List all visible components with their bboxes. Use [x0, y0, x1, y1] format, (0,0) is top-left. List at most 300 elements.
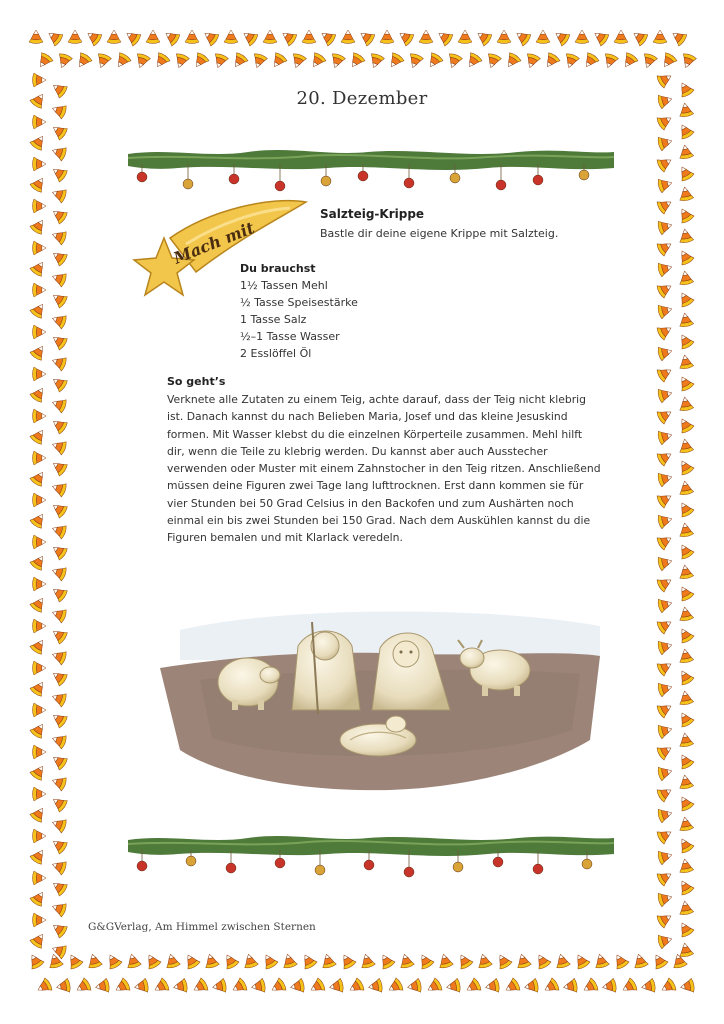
candy-corn-icon: [656, 700, 675, 719]
candy-corn-icon: [497, 30, 511, 44]
candy-corn-icon: [50, 438, 67, 456]
candy-corn-icon: [656, 910, 675, 929]
craft-subtitle: Bastle dir deine eigene Krippe mit Salzteig.: [320, 227, 559, 240]
candy-corn-icon: [49, 164, 68, 183]
candy-corn-icon: [65, 952, 84, 971]
candy-corn-icon: [26, 952, 45, 971]
candy-corn-icon: [676, 206, 695, 225]
candy-corn-icon: [50, 270, 67, 288]
candy-corn-icon: [50, 228, 67, 246]
candy-corn-icon: [113, 51, 132, 70]
candy-corn-icon: [289, 978, 305, 994]
candy-corn-icon: [406, 52, 424, 69]
candy-corn-icon: [657, 428, 674, 445]
candy-corn-icon: [33, 451, 47, 465]
candy-corn-icon: [49, 206, 68, 225]
candy-corn-icon: [357, 28, 376, 47]
candy-corn-icon: [657, 260, 674, 277]
candy-corn-icon: [224, 30, 238, 44]
candy-corn-icon: [678, 648, 694, 664]
candy-corn-icon: [230, 51, 249, 70]
candy-corn-icon: [656, 406, 675, 425]
ornament-ball-icon: [493, 857, 503, 867]
candy-corn-icon: [29, 804, 48, 823]
candy-corn-icon: [33, 325, 47, 339]
candy-corn-icon: [33, 283, 47, 297]
candy-corn-icon: [50, 564, 67, 582]
candy-corn-icon: [29, 468, 48, 487]
candy-corn-icon: [347, 51, 366, 70]
candy-corn-icon: [49, 878, 68, 897]
candy-corn-icon: [611, 952, 630, 971]
candy-corn-icon: [435, 28, 454, 47]
candy-corn-icon: [33, 829, 47, 843]
page-title: 20. Dezember: [296, 88, 428, 109]
candy-corn-icon: [201, 28, 220, 47]
candy-corn-icon: [678, 438, 694, 454]
instructions-text: Verknete alle Zutaten zu einem Teig, achte darauf, dass der Teig nicht klebrig ist. Danach kannst du nach Belieben Maria, Josef und das kleine Jesuskind formen. Mit Wasser klebst du die einzelnen Körperteile zusammen. Mehl hilft dir, wenn die Teile zu klebrig werden. Du kannst aber auch Ausstecher verwenden oder Muster mit einem Zahnstocher in den Teig ritzen. Anschließend müssen deine Figuren zwei Tage lang lufttrocknen. Erst dann kommen sie für vier Stunden bei 50 Grad Celsius in den Backofen und zum Aushärten noch einmal ein bis zwei Stunden bei 150 Grad. Nach dem Auskühlen kannst du die Figuren bemalen und mit Klarlack veredeln.: [167, 393, 601, 545]
candy-corn-icon: [125, 952, 142, 969]
candy-corn-icon: [656, 364, 675, 383]
candy-corn-icon: [341, 30, 355, 44]
candy-corn-icon: [575, 30, 589, 44]
nativity-figures-illustration: [160, 600, 620, 800]
candy-corn-icon: [657, 386, 674, 403]
candy-corn-icon: [318, 28, 337, 47]
candy-corn-icon: [552, 28, 571, 47]
candy-corn-icon: [49, 332, 68, 351]
candy-corn-icon: [678, 774, 694, 790]
candy-corn-icon: [425, 51, 444, 70]
candy-corn-icon: [676, 122, 695, 141]
candy-corn-icon: [678, 900, 694, 916]
candy-corn-icon: [572, 952, 591, 971]
candy-corn-icon: [50, 858, 67, 876]
candy-corn-icon: [49, 500, 68, 519]
candy-corn-icon: [386, 51, 405, 70]
candy-corn-icon: [33, 913, 47, 927]
candy-corn-icon: [640, 978, 656, 994]
candy-corn-icon: [29, 216, 48, 235]
candy-corn-icon: [50, 690, 67, 708]
garland-branch: [128, 836, 614, 856]
candy-corn-icon: [676, 332, 695, 351]
candy-corn-icon: [523, 978, 539, 994]
candy-corn-icon: [55, 52, 73, 69]
candy-corn-icon: [678, 564, 694, 580]
instructions-heading: So geht’s: [167, 375, 226, 388]
candy-corn-icon: [269, 51, 288, 70]
candy-corn-icon: [50, 732, 67, 750]
candy-corn-icon: [678, 312, 694, 328]
candy-corn-icon: [172, 978, 188, 994]
candy-corn-icon: [279, 28, 298, 47]
candy-corn-icon: [338, 952, 357, 971]
candy-corn-icon: [146, 30, 160, 44]
candy-corn-icon: [676, 500, 695, 519]
candy-corn-icon: [281, 952, 298, 969]
candy-corn-icon: [542, 51, 561, 70]
candy-corn-icon: [445, 978, 461, 994]
candy-corn-icon: [49, 668, 68, 687]
candy-corn-icon: [49, 458, 68, 477]
candy-corn-icon: [74, 977, 93, 996]
ornament-ball-icon: [358, 171, 368, 181]
candy-corn-icon: [68, 30, 82, 44]
ornament-ball-icon: [404, 178, 414, 188]
candy-corn-icon: [656, 658, 675, 677]
candy-corn-icon: [614, 30, 628, 44]
candy-corn-icon: [308, 977, 327, 996]
candy-corn-icon: [650, 952, 669, 971]
candy-corn-icon: [676, 416, 695, 435]
candy-corn-icon: [260, 952, 279, 971]
candy-corn-icon: [50, 354, 67, 372]
candy-corn-icon: [320, 952, 337, 969]
candy-corn-icon: [656, 826, 675, 845]
candy-corn-icon: [632, 952, 649, 969]
candy-corn-icon: [676, 542, 695, 561]
candy-corn-icon: [49, 374, 68, 393]
candy-corn-icon: [35, 977, 54, 996]
candy-corn-icon: [50, 900, 67, 918]
candy-corn-icon: [50, 522, 67, 540]
candy-corn-icon: [50, 816, 67, 834]
candy-corn-icon: [242, 952, 259, 969]
candy-corn-icon: [211, 978, 227, 994]
candy-corn-icon: [676, 878, 695, 897]
candy-corn-icon: [107, 30, 121, 44]
candy-corn-icon: [33, 703, 47, 717]
ornament-ball-icon: [229, 174, 239, 184]
candy-corn-icon: [445, 52, 463, 69]
ornament-ball-icon: [579, 170, 589, 180]
candy-corn-icon: [191, 51, 210, 70]
candy-corn-icon: [562, 978, 578, 994]
ornament-ball-icon: [533, 864, 543, 874]
candy-corn-icon: [678, 816, 694, 832]
candy-corn-icon: [133, 52, 151, 69]
candy-corn-icon: [678, 522, 694, 538]
candy-corn-icon: [656, 868, 675, 887]
candy-corn-icon: [656, 238, 675, 257]
candy-corn-icon: [437, 952, 454, 969]
candy-corn-icon: [29, 384, 48, 403]
garland-branch: [128, 150, 614, 170]
ornament-ball-icon: [453, 862, 463, 872]
candy-corn-icon: [49, 836, 68, 855]
candy-corn-icon: [29, 594, 48, 613]
ornament-ball-icon: [137, 172, 147, 182]
candy-corn-icon: [45, 28, 64, 47]
candy-corn-icon: [678, 606, 694, 622]
ingredient-item: 1 Tasse Salz: [240, 313, 307, 326]
candy-corn-icon: [464, 51, 483, 70]
candy-corn-icon: [630, 28, 649, 47]
candy-corn-icon: [678, 228, 694, 244]
ingredients-heading: Du brauchst: [240, 262, 316, 275]
ornament-ball-icon: [582, 859, 592, 869]
candy-corn-icon: [386, 977, 405, 996]
badge-text: Mach mit: [170, 218, 258, 268]
candy-corn-icon: [656, 154, 675, 173]
candy-corn-icon: [676, 290, 695, 309]
candy-corn-icon: [29, 300, 48, 319]
candy-corn-icon: [676, 248, 695, 267]
candy-corn-icon: [49, 752, 68, 771]
candy-corn-icon: [123, 28, 142, 47]
candy-corn-icon: [656, 742, 675, 761]
candy-corn-icon: [49, 710, 68, 729]
candy-corn-icon: [523, 52, 541, 69]
candy-corn-icon: [657, 722, 674, 739]
ornament-ball-icon: [275, 858, 285, 868]
candy-corn-icon: [33, 409, 47, 423]
candy-corn-icon: [676, 752, 695, 771]
candy-corn-icon: [678, 942, 694, 958]
candy-corn-icon: [640, 52, 658, 69]
candy-corn-icon: [657, 344, 674, 361]
ingredients-list: [240, 277, 358, 362]
candy-corn-icon: [49, 122, 68, 141]
candy-corn-icon: [29, 888, 48, 907]
candy-corn-icon: [676, 164, 695, 183]
candy-corn-icon: [50, 606, 67, 624]
candy-corn-icon: [425, 977, 444, 996]
publisher-footer: G&GVerlag, Am Himmel zwischen Sternen: [88, 921, 316, 933]
candy-corn-icon: [84, 28, 103, 47]
candy-corn-icon: [367, 978, 383, 994]
candy-corn-icon: [33, 619, 47, 633]
candy-corn-icon: [657, 302, 674, 319]
candy-corn-icon: [289, 52, 307, 69]
candy-corn-icon: [33, 367, 47, 381]
candy-corn-icon: [678, 144, 694, 160]
candy-corn-icon: [86, 952, 103, 969]
candy-corn-icon: [29, 930, 48, 949]
candy-corn-icon: [656, 196, 675, 215]
candy-corn-icon: [49, 626, 68, 645]
candy-corn-icon: [49, 416, 68, 435]
candy-corn-icon: [164, 952, 181, 969]
candy-corn-icon: [656, 112, 675, 131]
candy-corn-icon: [203, 952, 220, 969]
candy-corn-icon: [33, 157, 47, 171]
candy-corn-icon: [94, 52, 112, 69]
candy-corn-icon: [656, 448, 675, 467]
candy-corn-icon: [263, 30, 277, 44]
candy-corn-icon: [657, 470, 674, 487]
candy-corn-icon: [474, 28, 493, 47]
candy-corn-icon: [678, 480, 694, 496]
ornament-ball-icon: [321, 176, 331, 186]
candy-corn-icon: [49, 248, 68, 267]
candy-corn-icon: [676, 668, 695, 687]
candy-corn-icon: [50, 396, 67, 414]
candy-corn-icon: [678, 186, 694, 202]
candy-corn-icon: [396, 28, 415, 47]
candy-corn-icon: [678, 396, 694, 412]
candy-corn-icon: [657, 512, 674, 529]
candy-corn-icon: [676, 584, 695, 603]
ornament-ball-icon: [137, 861, 147, 871]
ornament-ball-icon: [450, 173, 460, 183]
candy-corn-icon: [152, 51, 171, 70]
candy-corn-icon: [581, 977, 600, 996]
candy-corn-icon: [133, 978, 149, 994]
candy-corn-icon: [191, 977, 210, 996]
candy-corn-icon: [359, 952, 376, 969]
candy-corn-icon: [347, 977, 366, 996]
candy-corn-icon: [581, 51, 600, 70]
ingredient-item: ½–1 Tasse Wasser: [240, 330, 340, 343]
ingredient-item: 1½ Tassen Mehl: [240, 279, 328, 292]
candy-corn-icon: [29, 762, 48, 781]
candy-corn-icon: [554, 952, 571, 969]
candy-corn-icon: [328, 52, 346, 69]
candy-corn-icon: [29, 342, 48, 361]
candy-corn-icon: [49, 542, 68, 561]
candy-corn-icon: [620, 51, 639, 70]
candy-corn-icon: [515, 952, 532, 969]
candy-corn-icon: [455, 952, 474, 971]
candy-corn-icon: [29, 132, 48, 151]
candy-corn-icon: [593, 952, 610, 969]
candy-corn-icon: [152, 977, 171, 996]
candy-corn-icon: [657, 680, 674, 697]
candy-corn-icon: [657, 890, 674, 907]
candy-corn-icon: [656, 490, 675, 509]
candy-corn-icon: [33, 115, 47, 129]
candy-corn-icon: [29, 720, 48, 739]
candy-corn-icon: [33, 199, 47, 213]
candy-corn-icon: [676, 794, 695, 813]
candy-corn-icon: [29, 258, 48, 277]
candy-corn-icon: [50, 648, 67, 666]
candy-corn-icon: [620, 977, 639, 996]
candy-corn-icon: [536, 30, 550, 44]
ornament-ball-icon: [533, 175, 543, 185]
candy-corn-icon: [33, 577, 47, 591]
candy-corn-icon: [657, 764, 674, 781]
candy-corn-icon: [221, 952, 240, 971]
garland-bottom: [128, 826, 614, 886]
candy-corn-icon: [50, 186, 67, 204]
candy-corn-icon: [94, 978, 110, 994]
candy-corn-icon: [49, 920, 68, 939]
candy-corn-icon: [162, 28, 181, 47]
ingredient-item: 2 Esslöffel Öl: [240, 347, 312, 360]
candy-corn-icon: [33, 241, 47, 255]
candy-corn-icon: [601, 978, 617, 994]
candy-corn-icon: [29, 678, 48, 697]
ornament-ball-icon: [226, 863, 236, 873]
candy-corn-icon: [656, 532, 675, 551]
candy-corn-icon: [494, 952, 513, 971]
candy-corn-icon: [656, 784, 675, 803]
candy-corn-icon: [503, 51, 522, 70]
ornament-ball-icon: [364, 860, 374, 870]
candy-corn-icon: [656, 616, 675, 635]
candy-corn-icon: [269, 977, 288, 996]
candy-corn-icon: [656, 70, 675, 89]
candy-corn-icon: [29, 174, 48, 193]
candy-corn-icon: [656, 280, 675, 299]
candy-corn-icon: [679, 978, 695, 994]
candy-corn-icon: [367, 52, 385, 69]
candy-corn-icon: [33, 73, 47, 87]
candy-corn-icon: [33, 493, 47, 507]
candy-corn-icon: [464, 977, 483, 996]
candy-corn-icon: [250, 978, 266, 994]
candy-corn-icon: [55, 978, 71, 994]
candy-corn-icon: [250, 52, 268, 69]
craft-title: Salzteig-Krippe: [320, 207, 425, 221]
candy-corn-icon: [172, 52, 190, 69]
candy-corn-icon: [513, 28, 532, 47]
candy-corn-icon: [669, 28, 688, 47]
candy-corn-icon: [49, 290, 68, 309]
candy-corn-icon: [50, 312, 67, 330]
candy-corn-icon: [35, 51, 54, 70]
candy-corn-icon: [211, 52, 229, 69]
candy-corn-icon: [657, 848, 674, 865]
candy-corn-icon: [678, 690, 694, 706]
candy-corn-icon: [29, 426, 48, 445]
candy-corn-icon: [657, 554, 674, 571]
candy-corn-icon: [657, 218, 674, 235]
candy-corn-icon: [33, 787, 47, 801]
candy-corn-icon: [143, 952, 162, 971]
candy-corn-icon: [49, 794, 68, 813]
candy-corn-icon: [656, 574, 675, 593]
candy-corn-icon: [657, 176, 674, 193]
candy-corn-icon: [74, 51, 93, 70]
candy-corn-icon: [679, 52, 697, 69]
candy-corn-icon: [29, 636, 48, 655]
candy-corn-icon: [33, 661, 47, 675]
candy-corn-icon: [601, 52, 619, 69]
candy-corn-icon: [676, 458, 695, 477]
candy-corn-icon: [659, 977, 678, 996]
candy-corn-icon: [676, 836, 695, 855]
candy-corn-icon: [503, 977, 522, 996]
candy-corn-icon: [657, 932, 674, 949]
candy-corn-icon: [308, 51, 327, 70]
candy-corn-icon: [398, 952, 415, 969]
candy-corn-icon: [542, 977, 561, 996]
candy-corn-icon: [50, 144, 67, 162]
candy-corn-icon: [240, 28, 259, 47]
candy-corn-icon: [419, 30, 433, 44]
candy-corn-icon: [657, 596, 674, 613]
candy-corn-icon: [676, 920, 695, 939]
candy-corn-icon: [29, 846, 48, 865]
candy-corn-icon: [33, 745, 47, 759]
candy-corn-icon: [533, 952, 552, 971]
ornament-ball-icon: [315, 865, 325, 875]
candy-corn-icon: [380, 30, 394, 44]
ingredient-item: ½ Tasse Speisestärke: [240, 296, 358, 309]
candy-corn-icon: [182, 952, 201, 971]
candy-corn-icon: [678, 858, 694, 874]
candy-corn-icon: [416, 952, 435, 971]
ornament-ball-icon: [404, 867, 414, 877]
candy-corn-icon: [484, 52, 502, 69]
candy-corn-icon: [653, 30, 667, 44]
candy-corn-icon: [476, 952, 493, 969]
candy-corn-icon: [33, 535, 47, 549]
